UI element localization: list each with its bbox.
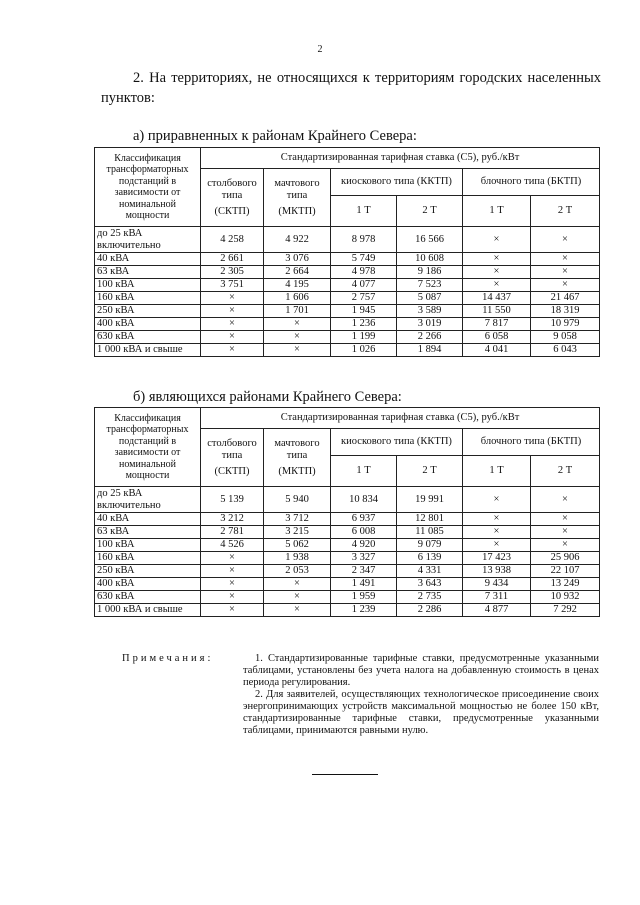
- table-cell: ×: [201, 292, 264, 305]
- table-cell: ×: [264, 604, 331, 617]
- header-block-type: блочного типа (БКТП): [463, 169, 600, 196]
- table-cell: 2 757: [331, 292, 397, 305]
- table-cell: ×: [201, 305, 264, 318]
- table-row: [95, 292, 600, 305]
- table-cell: ×: [201, 331, 264, 344]
- header-mast-type: мачтового типа (МКТП): [264, 429, 331, 487]
- table-cell: ×: [264, 578, 331, 591]
- table-cell: 5 940: [264, 487, 331, 513]
- table-cell: ×: [531, 266, 600, 279]
- header-block-type: блочного типа (БКТП): [463, 429, 600, 456]
- header-block-2t: 2 Т: [531, 456, 600, 487]
- table-cell: 10 834: [331, 487, 397, 513]
- table-row: [95, 604, 600, 617]
- table-cell: ×: [463, 526, 531, 539]
- table-cell: ×: [531, 526, 600, 539]
- header-kiosk-type: киоскового типа (ККТП): [331, 169, 463, 196]
- closing-rule: [312, 774, 378, 775]
- table-cell: 9 186: [397, 266, 463, 279]
- header-classification: Классификация трансформаторных подстанций в зависимости от номинальной мощности: [95, 408, 201, 487]
- table-cell: 3 712: [264, 513, 331, 526]
- table-cell: 13 249: [531, 578, 600, 591]
- table-cell: 5 749: [331, 253, 397, 266]
- table-cell: 3 019: [397, 318, 463, 331]
- header-kiosk-1t: 1 Т: [331, 456, 397, 487]
- table-cell: 6 139: [397, 552, 463, 565]
- row-label: 1 000 кВА и свыше: [95, 344, 201, 357]
- table-cell: 3 643: [397, 578, 463, 591]
- table-cell: 13 938: [463, 565, 531, 578]
- table-cell: 9 058: [531, 331, 600, 344]
- table-cell: 4 526: [201, 539, 264, 552]
- table-cell: ×: [463, 253, 531, 266]
- table-cell: 1 491: [331, 578, 397, 591]
- table-cell: 5 087: [397, 292, 463, 305]
- table-cell: 6 043: [531, 344, 600, 357]
- table-cell: 1 199: [331, 331, 397, 344]
- table-cell: 4 077: [331, 279, 397, 292]
- table-cell: ×: [531, 539, 600, 552]
- table-cell: 4 331: [397, 565, 463, 578]
- row-label: 160 кВА: [95, 292, 201, 305]
- table-cell: 25 906: [531, 552, 600, 565]
- table-cell: ×: [201, 591, 264, 604]
- section-a-title: а) приравненных к районам Крайнего Севера:: [133, 128, 417, 144]
- table-cell: 1 959: [331, 591, 397, 604]
- table-cell: 2 735: [397, 591, 463, 604]
- table-cell: 2 286: [397, 604, 463, 617]
- table-row: [95, 305, 600, 318]
- table-row: [95, 227, 600, 253]
- table-cell: ×: [531, 227, 600, 253]
- table-cell: 3 589: [397, 305, 463, 318]
- table-cell: 9 079: [397, 539, 463, 552]
- table-cell: ×: [531, 253, 600, 266]
- section-b-title: б) являющихся районами Крайнего Севера:: [133, 389, 402, 405]
- header-block-1t: 1 Т: [463, 456, 531, 487]
- table-cell: 2 347: [331, 565, 397, 578]
- table-cell: 9 434: [463, 578, 531, 591]
- table-cell: 2 781: [201, 526, 264, 539]
- table-cell: 2 305: [201, 266, 264, 279]
- table-cell: ×: [463, 513, 531, 526]
- table-cell: 2 053: [264, 565, 331, 578]
- table-cell: 1 945: [331, 305, 397, 318]
- header-block-2t: 2 Т: [531, 196, 600, 227]
- table-cell: ×: [264, 331, 331, 344]
- table-cell: 6 058: [463, 331, 531, 344]
- table-cell: 7 523: [397, 279, 463, 292]
- table-cell: 7 292: [531, 604, 600, 617]
- row-label: 160 кВА: [95, 552, 201, 565]
- table-cell: 17 423: [463, 552, 531, 565]
- row-label: до 25 кВА включительно: [95, 227, 201, 253]
- table-cell: 4 041: [463, 344, 531, 357]
- table-cell: 4 922: [264, 227, 331, 253]
- table-cell: ×: [201, 604, 264, 617]
- table-cell: 14 437: [463, 292, 531, 305]
- table-row: [95, 591, 600, 604]
- table-cell: 12 801: [397, 513, 463, 526]
- table-row: [95, 318, 600, 331]
- table-cell: 8 978: [331, 227, 397, 253]
- table-cell: 6 008: [331, 526, 397, 539]
- table-cell: 18 319: [531, 305, 600, 318]
- table-cell: 1 236: [331, 318, 397, 331]
- table-cell: ×: [463, 539, 531, 552]
- table-cell: ×: [531, 513, 600, 526]
- header-classification: Классификация трансформаторных подстанций в зависимости от номинальной мощности: [95, 148, 201, 227]
- table-cell: 4 195: [264, 279, 331, 292]
- header-kiosk-2t: 2 Т: [397, 456, 463, 487]
- table-cell: ×: [201, 318, 264, 331]
- table-cell: 3 215: [264, 526, 331, 539]
- table-row: [95, 565, 600, 578]
- table-cell: ×: [201, 552, 264, 565]
- notes-block: [243, 653, 599, 737]
- table-cell: 10 608: [397, 253, 463, 266]
- table-cell: 6 937: [331, 513, 397, 526]
- table-cell: ×: [201, 344, 264, 357]
- table-cell: 2 664: [264, 266, 331, 279]
- table-row: [95, 279, 600, 292]
- tariff-table-b: [94, 407, 600, 617]
- row-label: 100 кВА: [95, 539, 201, 552]
- row-label: 250 кВА: [95, 305, 201, 318]
- table-cell: ×: [264, 591, 331, 604]
- table-cell: 4 978: [331, 266, 397, 279]
- page-number: 2: [317, 44, 323, 55]
- header-rate: Стандартизированная тарифная ставка (С5), руб./кВт: [201, 148, 600, 169]
- table-row: [95, 552, 600, 565]
- row-label: 630 кВА: [95, 331, 201, 344]
- row-label: 400 кВА: [95, 578, 201, 591]
- header-kiosk-type: киоскового типа (ККТП): [331, 429, 463, 456]
- table-cell: 1 894: [397, 344, 463, 357]
- row-label: до 25 кВА включительно: [95, 487, 201, 513]
- table-cell: ×: [264, 318, 331, 331]
- row-label: 630 кВА: [95, 591, 201, 604]
- table-cell: 16 566: [397, 227, 463, 253]
- row-label: 1 000 кВА и свыше: [95, 604, 201, 617]
- table-cell: ×: [463, 266, 531, 279]
- table-cell: 5 139: [201, 487, 264, 513]
- tariff-table-a: [94, 147, 600, 357]
- row-label: 400 кВА: [95, 318, 201, 331]
- table-row: [95, 539, 600, 552]
- header-pole-type: столбового типа (СКТП): [201, 169, 264, 227]
- table-row: [95, 344, 600, 357]
- table-cell: 11 085: [397, 526, 463, 539]
- row-label: 63 кВА: [95, 266, 201, 279]
- table-cell: 10 932: [531, 591, 600, 604]
- table-cell: 1 026: [331, 344, 397, 357]
- table-cell: ×: [463, 227, 531, 253]
- note-2: 2. Для заявителей, осуществляющих технологическое присоединение своих энергопринимающих устройств максимальной мощностью не более 150 кВт, стандартизированные тарифные ставки, предусмотренные указанными таблицами, принимаются равными нулю.: [243, 689, 599, 736]
- table-cell: 5 062: [264, 539, 331, 552]
- header-rate: Стандартизированная тарифная ставка (С5), руб./кВт: [201, 408, 600, 429]
- intro-paragraph: 2. На территориях, не относящихся к территориям городских населенных пунктов:: [101, 70, 601, 106]
- table-cell: 10 979: [531, 318, 600, 331]
- table-cell: 3 212: [201, 513, 264, 526]
- header-pole-type: столбового типа (СКТП): [201, 429, 264, 487]
- table-cell: 7 817: [463, 318, 531, 331]
- table-cell: 3 327: [331, 552, 397, 565]
- table-cell: ×: [531, 487, 600, 513]
- notes-heading: Примечания:: [122, 653, 214, 664]
- table-cell: 3 751: [201, 279, 264, 292]
- table-cell: ×: [201, 578, 264, 591]
- table-row: [95, 253, 600, 266]
- row-label: 63 кВА: [95, 526, 201, 539]
- table-cell: 19 991: [397, 487, 463, 513]
- row-label: 250 кВА: [95, 565, 201, 578]
- table-row: [95, 513, 600, 526]
- table-cell: 21 467: [531, 292, 600, 305]
- table-cell: 11 550: [463, 305, 531, 318]
- table-cell: 22 107: [531, 565, 600, 578]
- table-cell: 7 311: [463, 591, 531, 604]
- table-row: [95, 266, 600, 279]
- header-kiosk-2t: 2 Т: [397, 196, 463, 227]
- table-cell: ×: [463, 487, 531, 513]
- note-1: 1. Стандартизированные тарифные ставки, предусмотренные указанными таблицами, установлены без учета налога на добавленную стоимость в ценах периода регулирования.: [243, 653, 599, 688]
- row-label: 40 кВА: [95, 513, 201, 526]
- table-cell: 1 701: [264, 305, 331, 318]
- table-cell: ×: [463, 279, 531, 292]
- row-label: 100 кВА: [95, 279, 201, 292]
- table-cell: 1 606: [264, 292, 331, 305]
- table-cell: 3 076: [264, 253, 331, 266]
- table-cell: 2 661: [201, 253, 264, 266]
- table-cell: 4 920: [331, 539, 397, 552]
- table-row: [95, 526, 600, 539]
- table-cell: 1 239: [331, 604, 397, 617]
- table-cell: 1 938: [264, 552, 331, 565]
- table-row: [95, 331, 600, 344]
- row-label: 40 кВА: [95, 253, 201, 266]
- table-row: [95, 487, 600, 513]
- table-cell: ×: [201, 565, 264, 578]
- table-cell: ×: [531, 279, 600, 292]
- header-mast-type: мачтового типа (МКТП): [264, 169, 331, 227]
- table-cell: 4 877: [463, 604, 531, 617]
- table-cell: ×: [264, 344, 331, 357]
- header-block-1t: 1 Т: [463, 196, 531, 227]
- table-cell: 2 266: [397, 331, 463, 344]
- table-row: [95, 578, 600, 591]
- table-cell: 4 258: [201, 227, 264, 253]
- header-kiosk-1t: 1 Т: [331, 196, 397, 227]
